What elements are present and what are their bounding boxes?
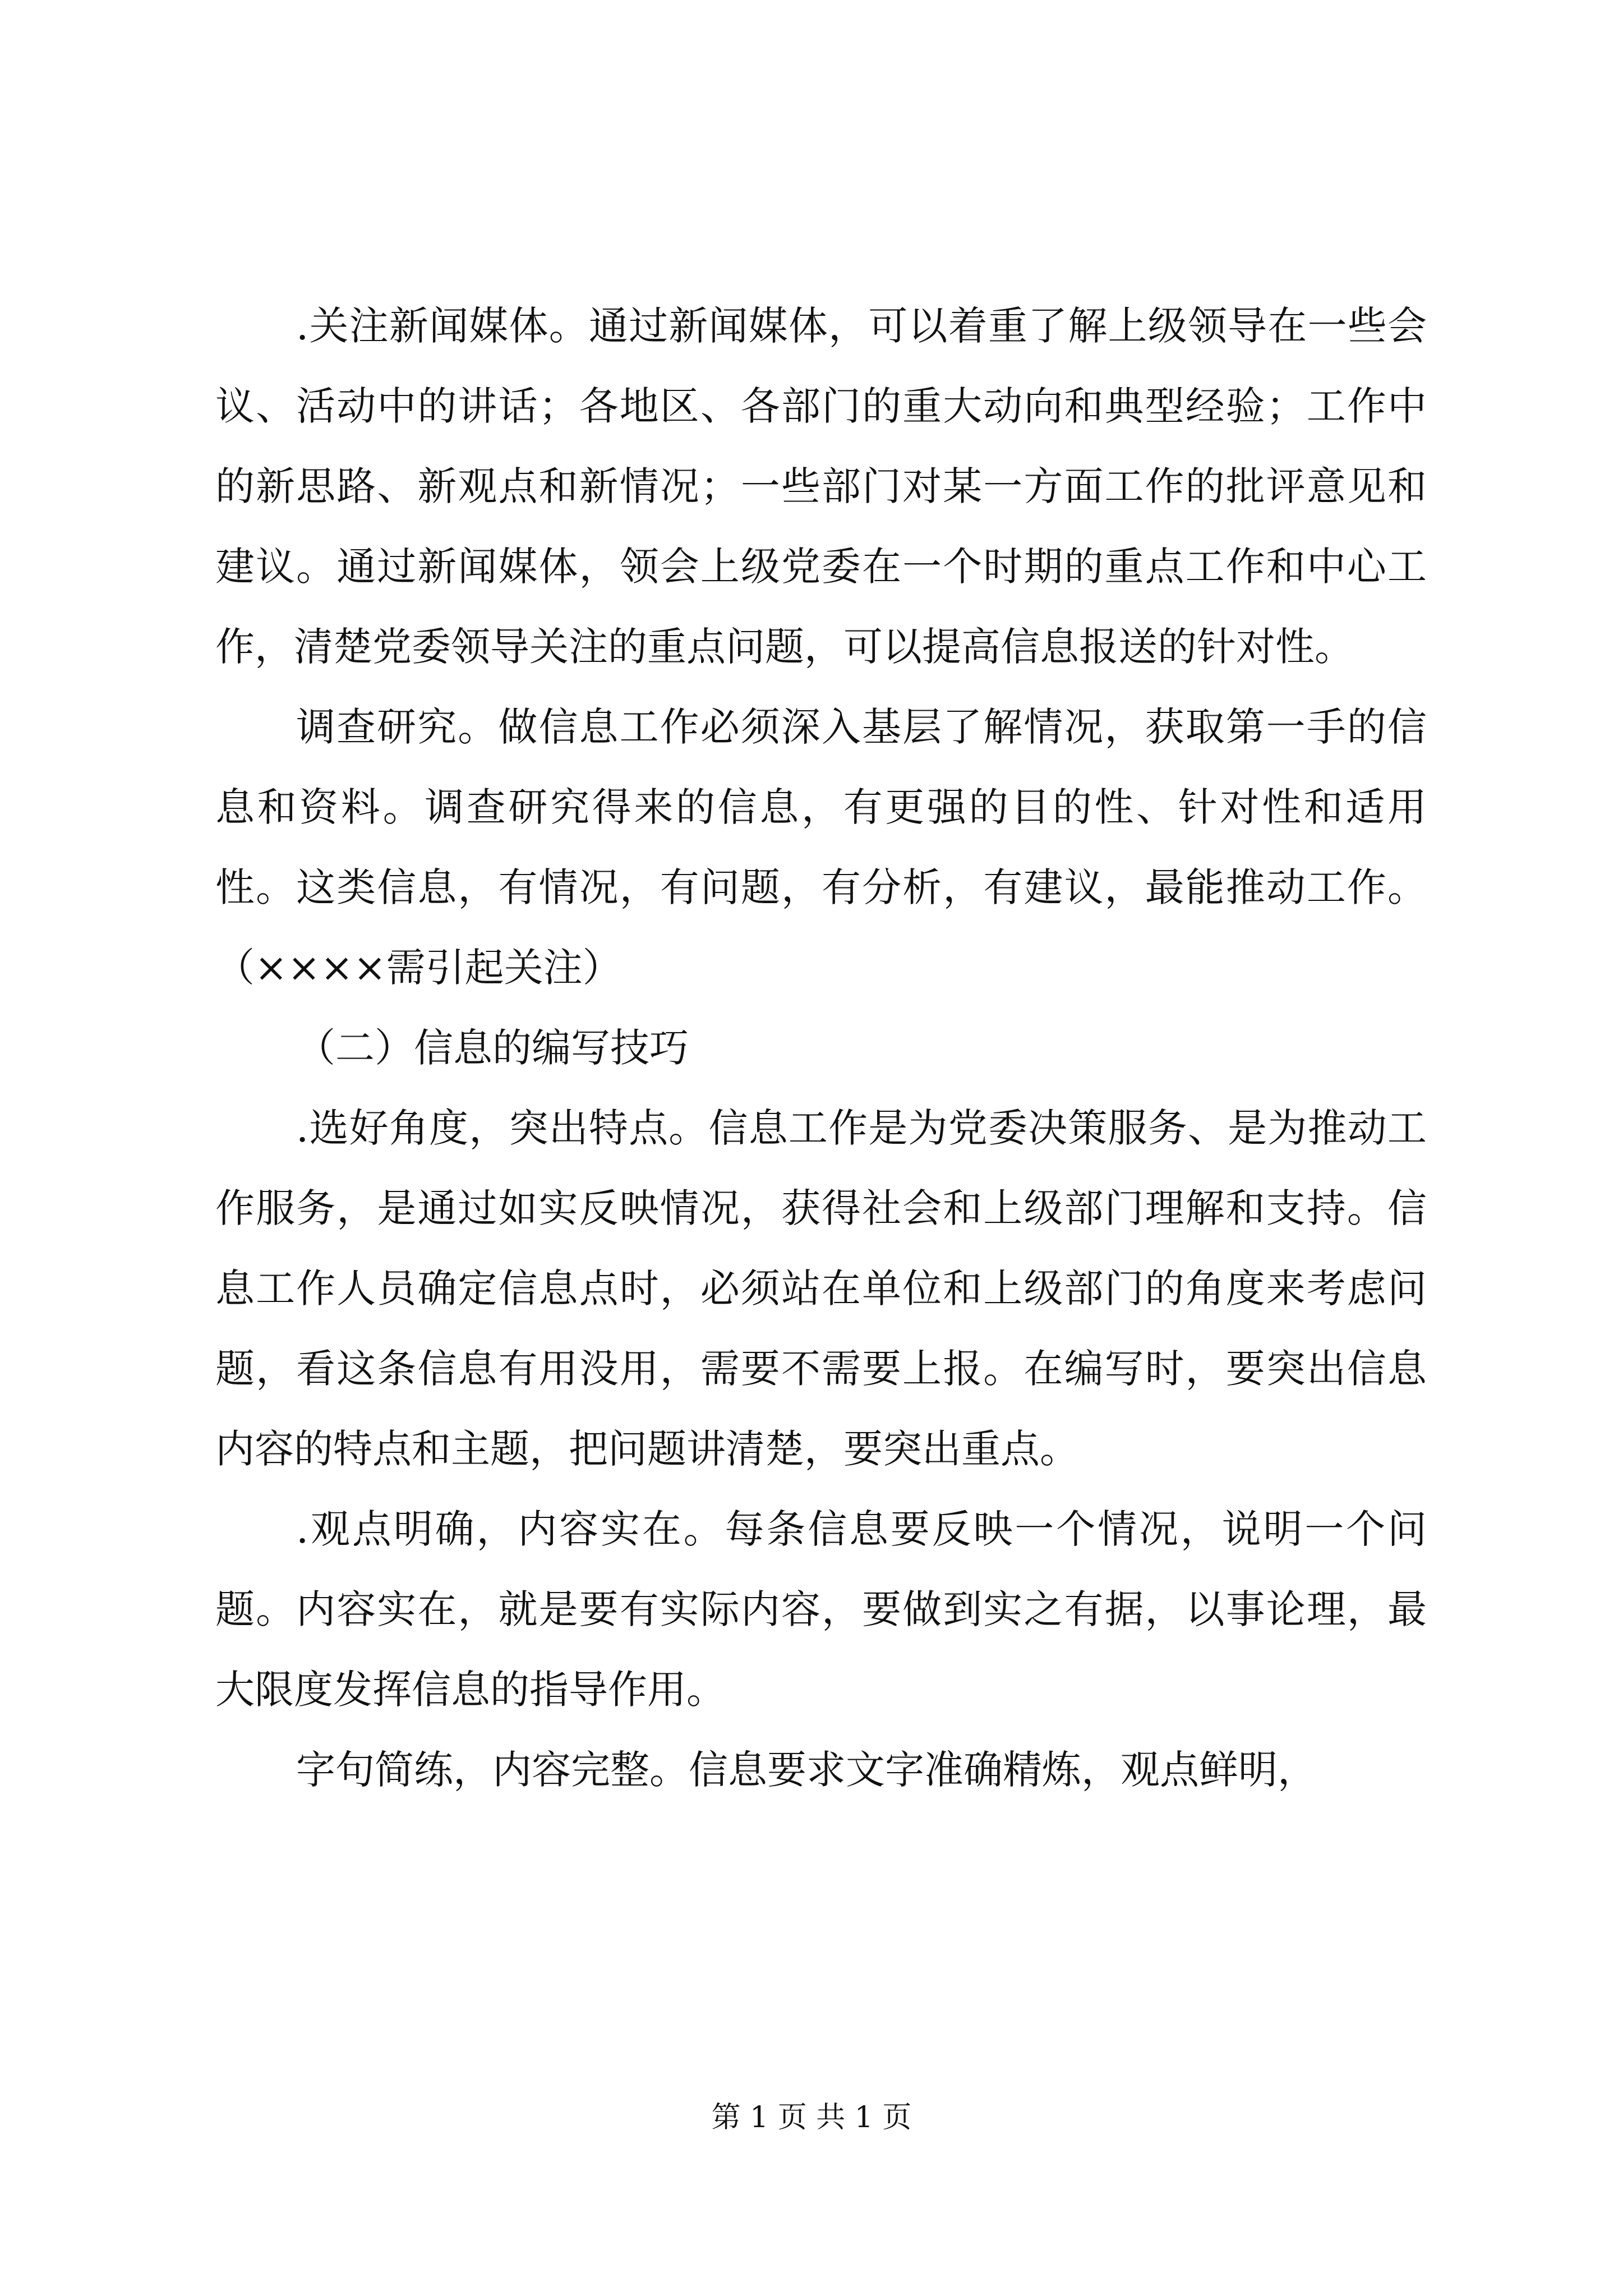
paragraph-research: 调查研究。做信息工作必须深入基层了解情况，获取第一手的信息和资料。调查研究得来的信息，有更强的目的性、针对性和适用性。这类信息，有情况，有问题，有分析，有建议，最能推动工作。（××××需引起关注） bbox=[215, 704, 1427, 991]
page-footer: 第 1 页 共 1 页 bbox=[711, 2101, 912, 2134]
paragraph-angle: .选好角度，突出特点。信息工作是为党委决策服务、是为推动工作服务，是通过如实反映情况，获得社会和上级部门理解和支持。信息工作人员确定信息点时，必须站在单位和上级部门的角度来考虑问题，看这条信息有用没用，需要不需要上报。在编写时，要突出信息内容的特点和主题，把问题讲清楚，要突出重点。 bbox=[215, 1105, 1427, 1472]
paragraph-news-media: .关注新闻媒体。通过新闻媒体，可以着重了解上级领导在一些会议、活动中的讲话；各地区、各部门的重大动向和典型经验；工作中的新思路、新观点和新情况；一些部门对某一方面工作的批评意见和建议。通过新闻媒体，领会上级党委在一个时期的重点工作和中心工作，清楚党委领导关注的重点问题，可以提高信息报送的针对性。 bbox=[215, 303, 1427, 670]
paragraph-viewpoint: .观点明确，内容实在。每条信息要反映一个情况，说明一个问题。内容实在，就是要有实际内容，要做到实之有据，以事论理，最大限度发挥信息的指导作用。 bbox=[215, 1506, 1427, 1713]
document-body bbox=[215, 286, 1427, 1810]
paragraph-concise: 字句简练，内容完整。信息要求文字准确精炼，观点鲜明， bbox=[296, 1747, 1317, 1793]
section-heading-writing-skills: （二）信息的编写技巧 bbox=[296, 1025, 689, 1071]
